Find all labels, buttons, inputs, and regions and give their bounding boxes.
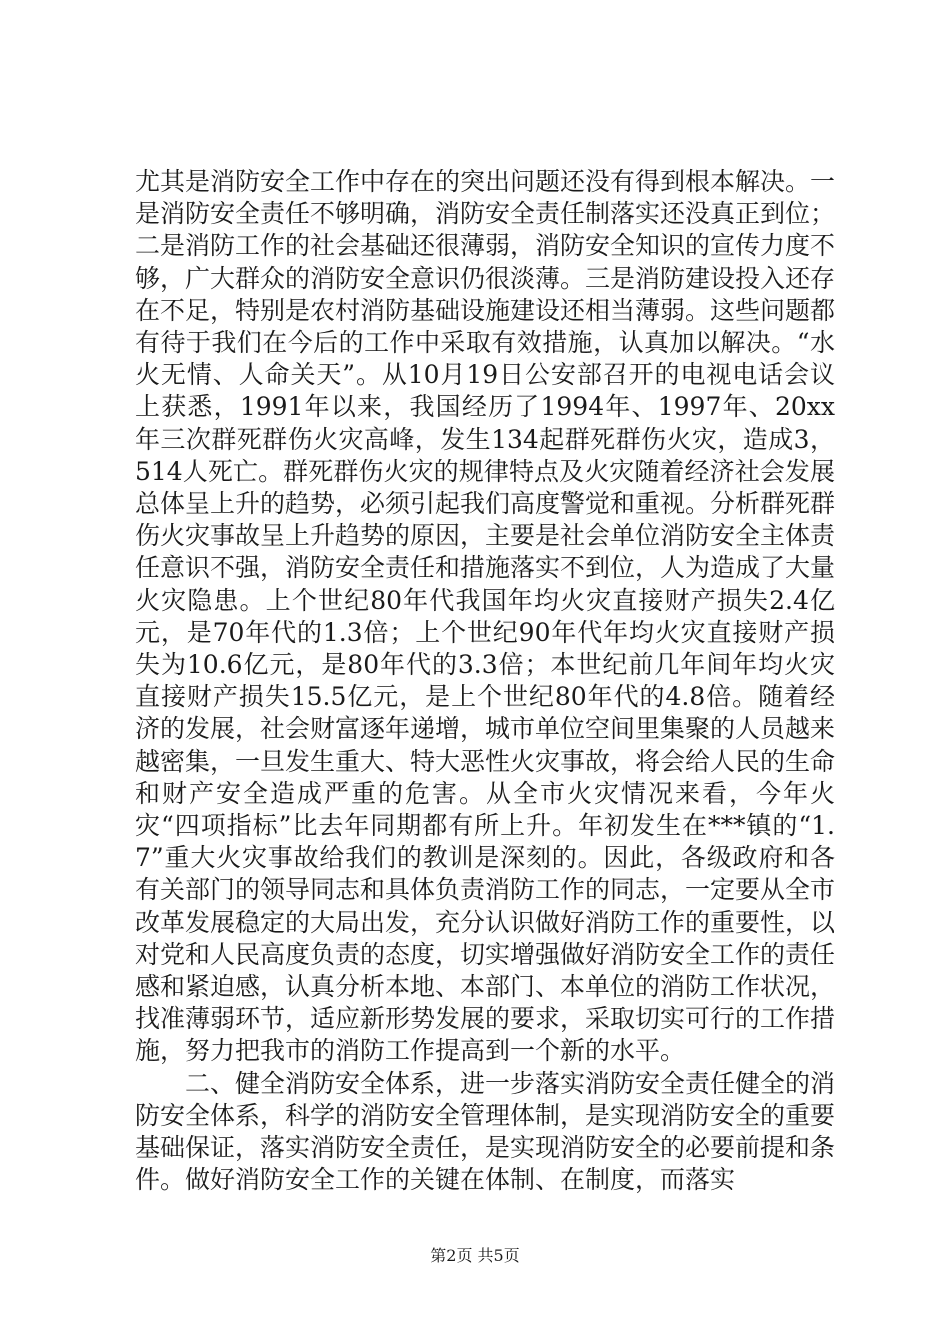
paragraph-1: 尤其是消防安全工作中存在的突出问题还没有得到根本解决。一是消防安全责任不够明确，消防安全责任制落实还没真正到位；二是消防工作的社会基础还很薄弱，消防安全知识的宣传力度不够，广大群众的消防安全意识仍很淡薄。三是消防建设投入还存在不足，特别是农村消防基础设施建设还相当薄弱。这些问题都有待于我们在今后的工作中采取有效措施，认真加以解决。“水火无情、人命关天”。从10月19日公安部召开的电视电话会议上获悉，1991年以来，我国经历了1994年、1997年、20xx年三次群死群伤火灾高峰，发生134起群死群伤火灾，造成3，514人死亡。群死群伤火灾的规律特点及火灾随着经济社会发展总体呈上升的趋势，必须引起我们高度警觉和重视。分析群死群伤火灾事故呈上升趋势的原因，主要是社会单位消防安全主体责任意识不强，消防安全责任和措施落实不到位，人为造成了大量火灾隐患。上个世纪80年代我国年均火灾直接财产损失2.4亿元，是70年代的1.3倍；上个世纪90年代年均火灾直接财产损失为10.6亿元，是80年代的3.3倍；本世纪前几年间年均火灾直接财产损失15.5亿元，是上个世纪80年代的4.8倍。随着经济的发展，社会财富逐年递增，城市单位空间里集聚的人员越来越密集，一旦发生重大、特大恶性火灾事故，将会给人民的生命和财产安全造成严重的危害。从全市火灾情况来看，今年火灾“四项指标”比去年同期都有所上升。年初发生在***镇的“1.7”重大火灾事故给我们的教训是深刻的。因此，各级政府和各有关部门的领导同志和具体负责消防工作的同志，一定要从全市改革发展稳定的大局出发，充分认识做好消防工作的重要性，以对党和人民高度负责的态度，切实增强做好消防安全工作的责任感和紧迫感，认真分析本地、本部门、本单位的消防工作状况，找准薄弱环节，适应新形势发展的要求，采取切实可行的工作措施，努力把我市的消防工作提高到一个新的水平。 [135, 167, 836, 1066]
page-footer [0, 1246, 950, 1266]
page-number: 第2页 共5页 [430, 1246, 520, 1265]
paragraph-2: 二、健全消防安全体系，进一步落实消防安全责任健全的消防安全体系，科学的消防安全管理体制，是实现消防安全的重要基础保证，落实消防安全责任，是实现消防安全的必要前提和条件。做好消防安全工作的关键在体制、在制度，而落实 [135, 1068, 836, 1195]
body-text [135, 166, 835, 1197]
